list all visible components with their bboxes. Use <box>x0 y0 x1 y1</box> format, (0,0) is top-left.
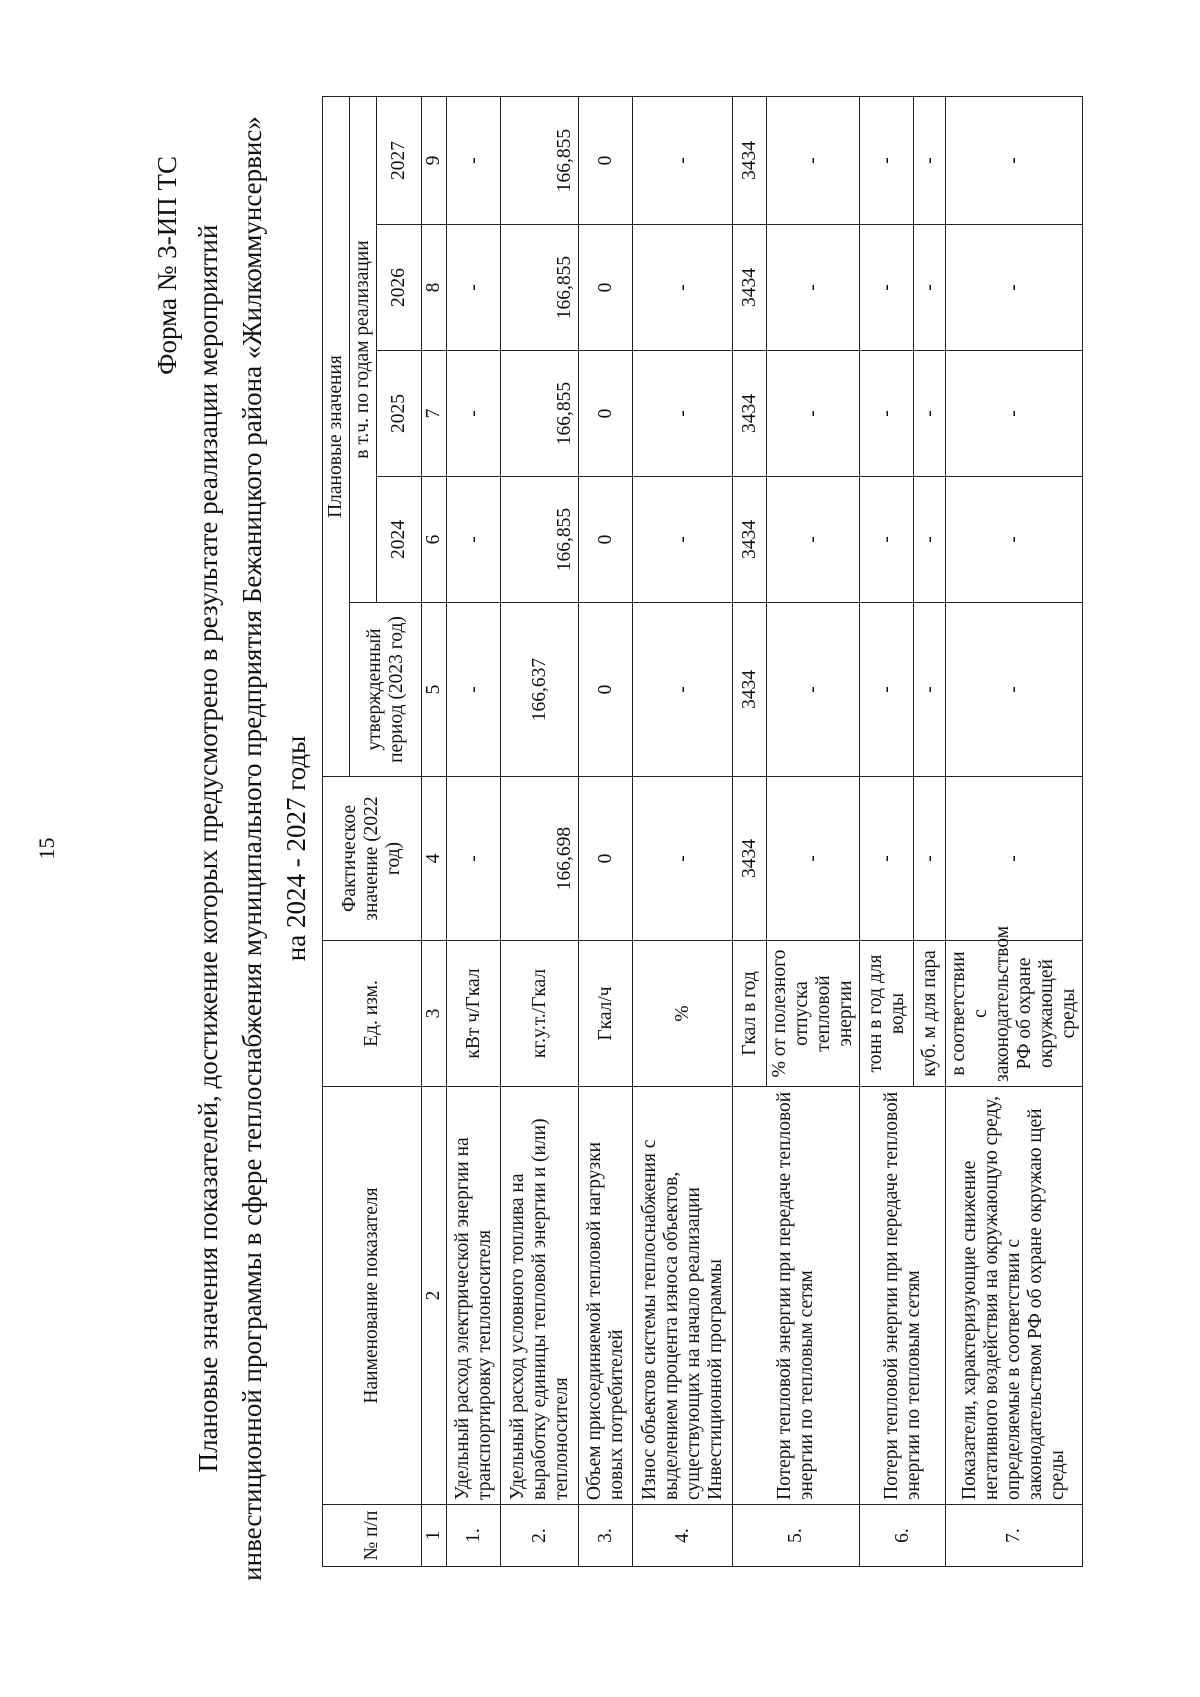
table-row <box>946 96 1083 1566</box>
row-value: - <box>447 777 501 941</box>
row-unit: в соответствии с законодательством РФ об охране окружающей среды <box>946 941 1083 1087</box>
header-actual: Фактическое значение (2022 год) <box>323 777 422 941</box>
row-value: - <box>767 96 860 224</box>
row-num: 6. <box>860 1505 946 1567</box>
row-value: - <box>633 96 733 224</box>
row-value: 3434 <box>733 777 767 941</box>
indicators-table <box>322 96 1083 1567</box>
row-value: - <box>633 225 733 351</box>
row-value: 0 <box>579 603 633 777</box>
row-value: - <box>447 351 501 477</box>
row-value: 0 <box>579 96 633 224</box>
row-unit: % <box>633 941 733 1087</box>
row-value: 166,698 <box>501 777 579 941</box>
header-num: № п/п <box>323 1505 422 1567</box>
row-value: - <box>633 477 733 603</box>
row-value: - <box>860 477 914 603</box>
header-2025: 2025 <box>377 351 422 477</box>
row-unit: Гкал в год <box>733 941 767 1087</box>
row-unit: кВт ч/Гкал <box>447 941 501 1087</box>
header-2026: 2026 <box>377 225 422 351</box>
row-name: Удельный расход условного топлива на выработку единицы тепловой энергии и (или) теплоносителя <box>501 1087 579 1505</box>
row-value: - <box>914 777 946 941</box>
row-value: - <box>447 225 501 351</box>
header-approved: утвержденный период (2023 год) <box>350 603 422 777</box>
row-unit: тонн в год для воды <box>860 941 914 1087</box>
row-name: Показатели, характеризующие снижение негативного воздействия на окружающую среду, определяемые в соответствии с законодательством РФ об охране окружаю щей среды <box>946 1087 1083 1505</box>
row-value: - <box>860 225 914 351</box>
col-number: 2 <box>422 1087 447 1505</box>
row-value: 3434 <box>733 96 767 224</box>
row-value: 166,637 <box>501 603 579 777</box>
col-number: 5 <box>422 603 447 777</box>
row-value: - <box>914 225 946 351</box>
row-value: 3434 <box>733 477 767 603</box>
row-value: 0 <box>579 777 633 941</box>
col-number: 6 <box>422 477 447 603</box>
row-value: - <box>633 351 733 477</box>
row-unit: % от полезного отпуска тепловой энергии <box>767 941 860 1087</box>
row-value: - <box>946 777 1083 941</box>
row-value: - <box>767 777 860 941</box>
row-unit: кг.у.т./Гкал <box>501 941 579 1087</box>
table-row <box>447 96 501 1566</box>
header-by-years: в т.ч. по годам реализации <box>350 96 377 602</box>
row-num: 7. <box>946 1505 1083 1567</box>
row-value: - <box>946 351 1083 477</box>
row-value: 166,855 <box>501 351 579 477</box>
title-line-3: на 2024 - 2027 годы <box>281 735 311 962</box>
row-value: - <box>767 351 860 477</box>
row-value: 0 <box>579 351 633 477</box>
row-value: - <box>946 603 1083 777</box>
row-value: - <box>914 603 946 777</box>
row-value: - <box>860 777 914 941</box>
row-value: 3434 <box>733 603 767 777</box>
row-value: - <box>447 96 501 224</box>
col-number: 1 <box>422 1505 447 1567</box>
row-value: - <box>946 477 1083 603</box>
row-value: - <box>633 603 733 777</box>
row-value: - <box>447 603 501 777</box>
col-number: 9 <box>422 96 447 224</box>
row-value: - <box>860 351 914 477</box>
row-value: 166,855 <box>501 477 579 603</box>
row-value: 166,855 <box>501 225 579 351</box>
header-planned: Плановые значения <box>323 96 350 776</box>
col-number: 4 <box>422 777 447 941</box>
row-name: Потери тепловой энергии при передаче тепловой энергии по тепловым сетям <box>860 1087 946 1505</box>
row-name: Износ объектов системы теплоснабжения с выделением процента износа объектов, существующих на начало реализации Инвестиционной программы <box>633 1087 733 1505</box>
col-number: 8 <box>422 225 447 351</box>
row-value: 166,855 <box>501 96 579 224</box>
form-number: Форма № 3-ИП ТС <box>152 156 182 375</box>
header-2024: 2024 <box>377 477 422 603</box>
document-title <box>186 80 318 1617</box>
row-value: - <box>914 96 946 224</box>
row-value: - <box>860 603 914 777</box>
row-value: - <box>767 477 860 603</box>
row-value: - <box>860 96 914 224</box>
title-line-1: Плановые значения показателей, достижение которых предусмотрено в результате реализации мероприятий <box>193 224 223 1473</box>
page-number: 15 <box>34 837 59 860</box>
row-num: 4. <box>633 1505 733 1567</box>
row-value: 3434 <box>733 225 767 351</box>
row-name: Объем присоединяемой тепловой нагрузки новых потребителей <box>579 1087 633 1505</box>
row-value: - <box>633 777 733 941</box>
header-unit: Ед. изм. <box>323 941 422 1087</box>
title-line-2: инвестиционной программы в сфере теплоснабжения муниципального предприятия Бежаницкого района «Жилкоммунсервис» <box>237 116 267 1581</box>
row-value: - <box>767 603 860 777</box>
row-value: - <box>946 96 1083 224</box>
row-num: 5. <box>733 1505 860 1567</box>
row-value: - <box>914 351 946 477</box>
row-value: - <box>914 477 946 603</box>
row-value: 0 <box>579 225 633 351</box>
row-name: Потери тепловой энергии при передаче тепловой энергии по тепловым сетям <box>733 1087 860 1505</box>
header-2027: 2027 <box>377 96 422 224</box>
row-value: 3434 <box>733 351 767 477</box>
table-row <box>733 96 767 1566</box>
row-unit: куб. м для пара <box>914 941 946 1087</box>
row-value: 0 <box>579 477 633 603</box>
row-value: - <box>946 225 1083 351</box>
col-number: 7 <box>422 351 447 477</box>
header-name: Наименование показателя <box>323 1087 422 1505</box>
row-unit: Гкал/ч <box>579 941 633 1087</box>
column-numbers-row <box>422 96 447 1566</box>
table-row <box>633 96 733 1566</box>
row-name: Удельный расход электрической энергии на транспортировку теплоносителя <box>447 1087 501 1505</box>
row-num: 1. <box>447 1505 501 1567</box>
row-num: 2. <box>501 1505 579 1567</box>
row-value: - <box>447 477 501 603</box>
table-row <box>501 96 579 1566</box>
table-row <box>579 96 633 1566</box>
table-row <box>860 96 914 1566</box>
col-number: 3 <box>422 941 447 1087</box>
row-value: - <box>767 225 860 351</box>
row-num: 3. <box>579 1505 633 1567</box>
